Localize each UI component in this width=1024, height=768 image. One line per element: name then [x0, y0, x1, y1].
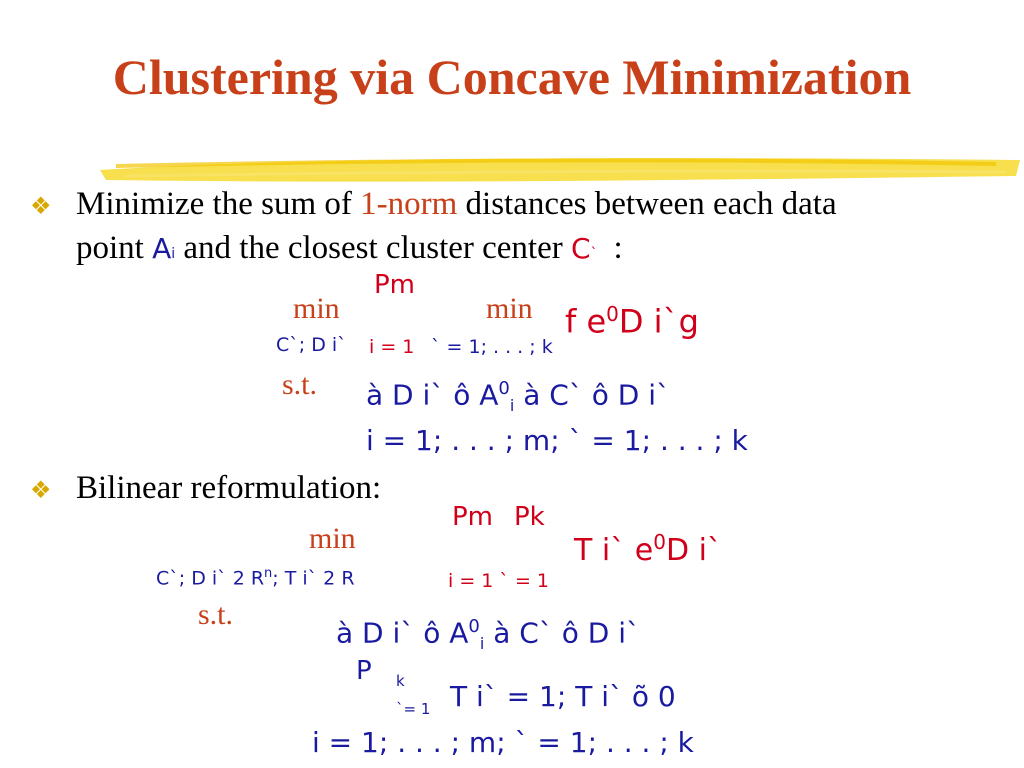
p2-min: min — [309, 522, 356, 555]
bullet2-text: Bilinear reformulation: — [76, 470, 382, 506]
p1-objective-head: f e — [565, 302, 607, 341]
p2-constraint3: i = 1; . . . ; m; ` = 1; . . . ; k — [312, 726, 694, 759]
p1-constraint1 — [366, 378, 670, 415]
p1-st: s.t. — [282, 368, 318, 401]
p2-constraint2: T i` = 1; T i` õ 0 — [450, 680, 676, 713]
bullet-diamond-icon: ❖ — [30, 478, 52, 504]
highlighter-stroke — [96, 150, 1024, 186]
p2-under-min-tail: ; T i` 2 R — [272, 567, 355, 590]
bullet1-text-point: point — [76, 230, 153, 266]
p2-under-min — [156, 566, 355, 589]
bullet1-text-center: and the closest cluster center — [175, 230, 571, 266]
p1-sum-symbol: Pm — [374, 270, 416, 300]
p2-under-min-head: C`; D i` 2 R — [156, 567, 265, 590]
p2-c1-tail: à C` ô D i` — [484, 616, 640, 650]
p2-under-min-sup: n — [264, 566, 273, 581]
bullet1-highlight: 1-norm — [360, 186, 458, 222]
p1-c1-tail: à C` ô D i` — [514, 378, 670, 412]
symbol-a: A — [152, 232, 172, 265]
p2-c1-head: à D i` ô A — [336, 616, 469, 650]
p2-objective-head: T i` e — [574, 533, 654, 568]
p1-c1-sup: 0 — [498, 378, 510, 399]
p2-sum2-symbol: Pk — [514, 502, 545, 532]
p2-sum3-symbol: P — [356, 656, 372, 686]
p2-constraint1 — [336, 616, 640, 653]
p1-constraint2: i = 1; . . . ; m; ` = 1; . . . ; k — [366, 424, 748, 457]
symbol-a-sub: i — [171, 246, 176, 262]
p1-objective — [565, 302, 699, 341]
p1-under-min1: C`; D i` — [276, 334, 347, 356]
bullet1-line2 — [76, 230, 623, 267]
p1-under-sum: i = 1 — [369, 336, 415, 358]
colon: : — [613, 230, 623, 266]
p2-under-sums: i = 1 ` = 1 — [448, 570, 549, 592]
p1-objective-tail: D i`g — [618, 302, 699, 341]
p2-sum3-sub: `= 1 — [396, 700, 431, 718]
p2-c1-sup: 0 — [468, 616, 480, 637]
p2-st: s.t. — [198, 598, 234, 631]
symbol-c-sub: ` — [590, 246, 598, 262]
bullet1-text-a: Minimize the sum of — [76, 186, 361, 222]
p2-objective-tail: D i` — [665, 533, 722, 568]
bullet1-line1 — [76, 186, 837, 223]
p1-objective-sup: 0 — [606, 302, 619, 326]
p2-sum1-symbol: Pm — [452, 502, 494, 532]
p1-under-min2: ` = 1; . . . ; k — [431, 336, 553, 358]
p1-min1: min — [293, 292, 340, 325]
p2-c1-sub: i — [479, 633, 485, 653]
p1-c1-head: à D i` ô A — [366, 378, 499, 412]
p1-min2: min — [486, 292, 533, 325]
bullet1-text-c: distances between each data — [457, 186, 837, 222]
p2-objective — [574, 530, 722, 568]
symbol-c: C — [570, 232, 591, 265]
slide-title: Clustering via Concave Minimization — [112, 49, 912, 105]
p2-objective-sup: 0 — [653, 530, 666, 554]
bullet-diamond-icon: ❖ — [30, 194, 52, 220]
p1-c1-sub: i — [509, 395, 515, 415]
p2-sum3-sup: k — [396, 672, 405, 690]
